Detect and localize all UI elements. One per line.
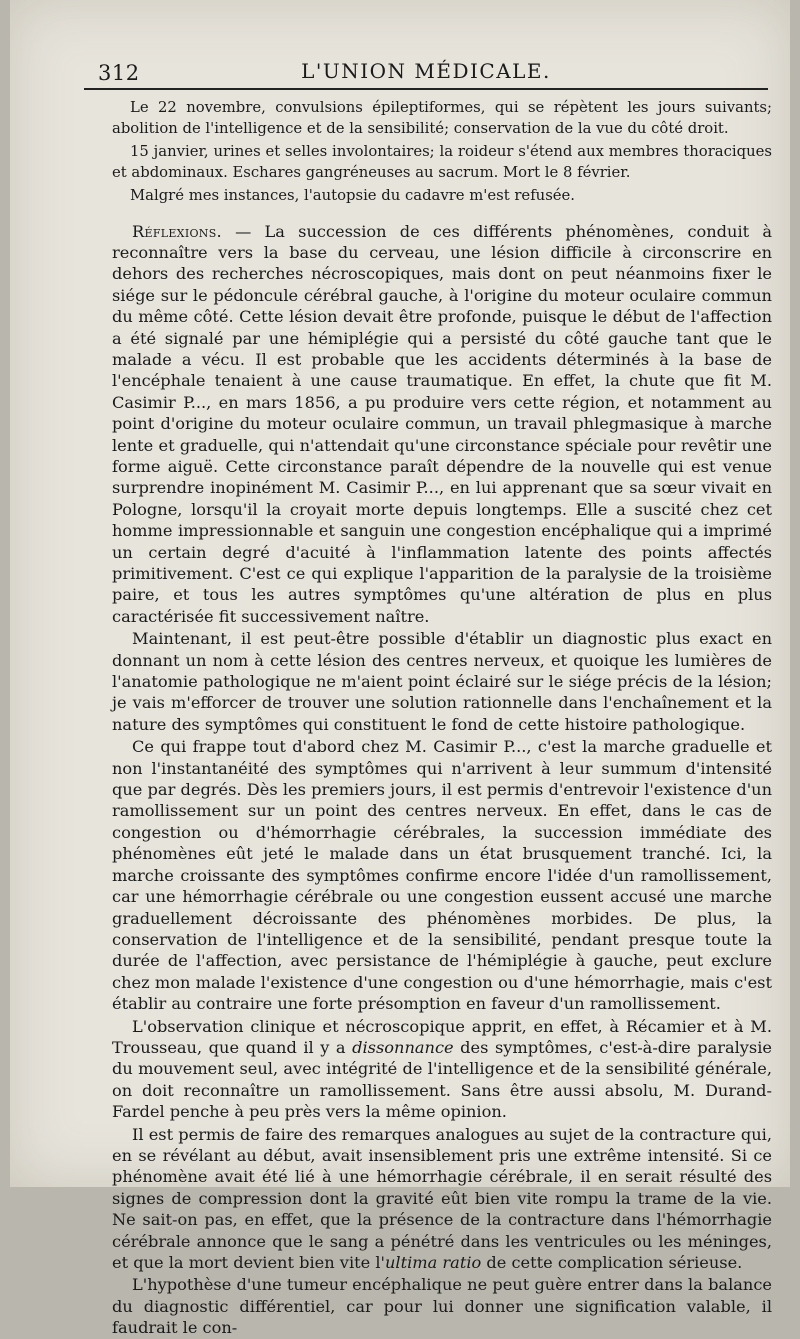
observation-notes [112,98,772,207]
journal-page [10,0,790,1338]
reflexions-paragraph: Maintenant, il est peut-être possible d'établir un diagnostic plus exact en donnant un nom à cette lésion des centres nerveux, et quoique les lumières de l'anatomie pathologique ne m'aient point éclairé sur le siége précis de la lésion; je vais m'efforcer de trouver une solution rationnelle dans l'enchaînement et la nature des symptômes qui constituent le fond de cette histoire pathologique. [112,629,772,734]
article-body [112,98,772,1339]
italic-term: ultima ratio [385,1253,482,1272]
paragraph-text: Il est permis de faire des remarques analogues au sujet de la contracture qui, en se révélant au début, avait insensiblement pris une extrême intensité. Si ce phénomène avait été lié à une hémorrhagie cérébrale, il en serait résulté des signes de compression dont la gravité eût bien vite rompu la trame de la vie. Ne sait-on pas, en effet, que la présence de la contracture dans l'hémorrhagie cérébrale annonce que le sang a pénétré dans les ventricules ou les méninges, et que la mort devient bien vite l' [112,1124,772,1272]
observation-paragraph: 15 janvier, urines et selles involontaires; la roideur s'étend aux membres thoraciques et abdominaux. Eschares gangréneuses au sacrum. Mort le 8 février. [112,143,772,181]
observation-paragraph: Le 22 novembre, convulsions épileptiformes, qui se répètent les jours suivants; abolition de l'intelligence et de la sensibilité; conservation de la vue du côté droit. [112,99,772,137]
paragraph-text: L'observation clinique et nécroscopique apprit, en effet, à Récamier et à M. Trousseau, que quand il y a [112,1016,772,1057]
reflexions-paragraph: L'hypothèse d'une tumeur encéphalique ne peut guère entrer dans la balance du diagnostic différentiel, car pour lui donner une signification valable, il faudrait le con- [112,1275,772,1338]
reflexions-paragraph [112,221,772,628]
reflexions-paragraph: Ce qui frappe tout d'abord chez M. Casimir P..., c'est la marche graduelle et non l'instantanéité des symptômes qui n'arrivent à leur summum d'intensité que par degrés. Dès les premiers jours, il est permis d'entrevoir l'existence d'un ramollissement sur un point des centres nerveux. En effet, dans le cas de congestion ou d'hémorrhagie cérébrales, la succession immédiate des phénomènes eût jeté le malade dans un état brusquement tranché. Ici, la marche croissante des symptômes confirme encore l'idée d'un ramollissement, car une hémorrhagie cérébrale ou une congestion eussent accusé une marche graduellement décroissante des phénomènes morbides. De plus, la conservation de l'intelligence et de la sensibilité, pendant presque toute la durée de l'affection, avec persistance de l'hémiplégie à gauche, peut exclure chez mon malade l'existence d'une congestion ou d'une hémorrhagie, mais c'est établir au contraire une forte présomption en faveur d'un ramollissement. [112,737,772,1014]
reflexions-label: Réflexions. [132,221,222,241]
paragraph-text: de cette complication sérieuse. [481,1253,743,1272]
italic-term: dissonnance [352,1037,454,1057]
paragraph-text: — La succession de ces différents phénomènes, conduit à reconnaître vers la base du cerveau, une lésion difficile à circonscrire en dehors des recherches nécroscopiques, mais dont on peut néanmoins fixer le siége sur le pédoncule cérébral gauche, à l'origine du moteur oculaire commun du même côté. Cette lésion devait être profonde, puisque le début de l'affection a été signalé par une hémiplégie qui a persisté du côté gauche tant que le malade a vécu. Il est probable que les accidents déterminés à la base de l'encéphale tenaient à une cause traumatique. En effet, la chute que fit M. Casimir P..., en mars 1856, a pu produire vers cette région, et notamment au point d'origine du moteur oculaire commun, un travail phlegmasique à marche lente et graduelle, qui n'attendait qu'une circonstance spéciale pour revêtir une forme aiguë. Cette circonstance paraît dépendre de la nouvelle qui est venue surprendre inopinément M. Casimir P..., en lui apprenant que sa sœur vivait en Pologne, lorsqu'il la croyait morte depuis longtemps. Elle a suscité chez cet homme impressionnable et sanguin une congestion encéphalique qui a imprimé un certain degré d'acuité à l'inflammation latente des points affectés primitivement. C'est ce qui explique l'apparition de la paralysie de la troisième paire, et tous les autres symptômes qu'une altération de plus en plus caractérisée fit successivement naître. [112,221,772,626]
running-head: L'UNION MÉDICALE. [301,59,551,83]
page-header [84,56,768,90]
observation-paragraph: Malgré mes instances, l'autopsie du cadavre m'est refusée. [130,187,576,204]
reflexions-section [112,221,772,1339]
reflexions-paragraph [112,1124,772,1274]
reflexions-paragraph [112,1016,772,1123]
page-number: 312 [98,61,140,85]
paragraph-text: des symptômes, c'est-à-dire paralysie du mouvement seul, avec intégrité de l'intelligence et de la sensibilité générale, on doit reconnaître un ramollissement. Sans être aussi absolu, M. Durand-Fardel penche à peu près vers la même opinion. [112,1037,772,1122]
